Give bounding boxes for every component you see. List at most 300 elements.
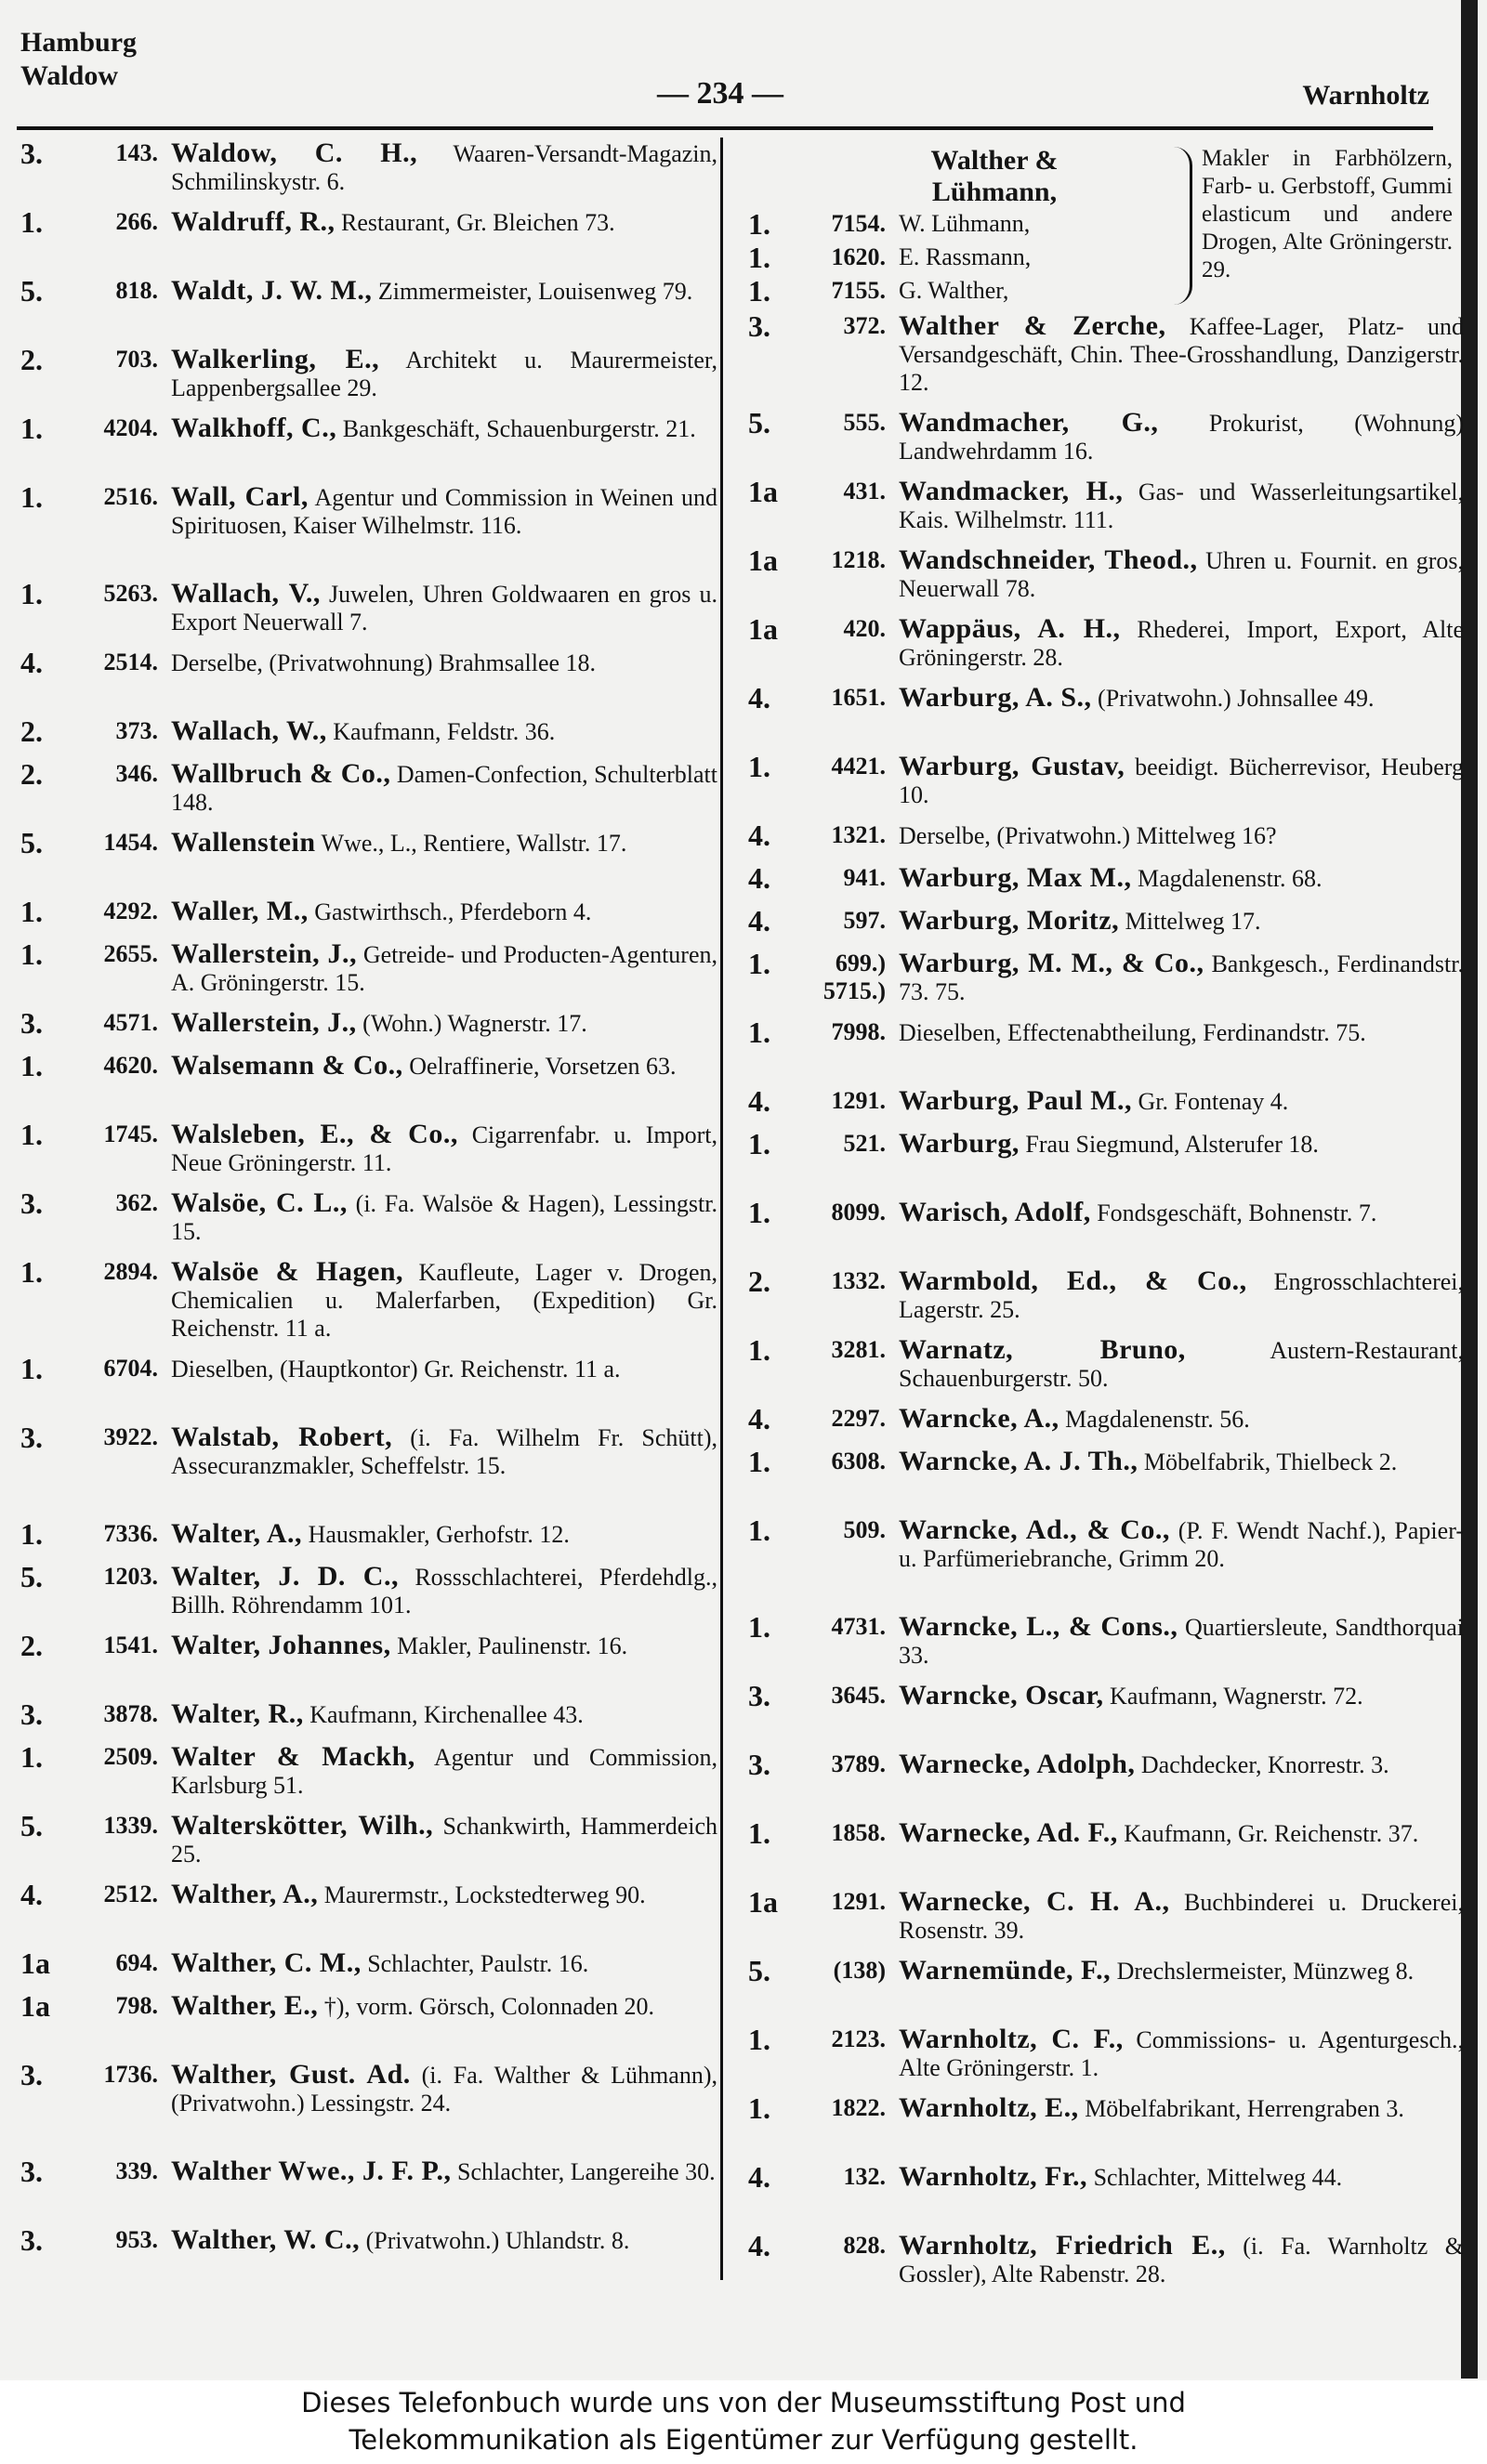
- entry-number-main: 1339.: [103, 1812, 158, 1839]
- entry-text: [899, 907, 1464, 936]
- directory-entry: [20, 580, 717, 649]
- entry-text: [899, 409, 1464, 465]
- directory-entry: [20, 2157, 717, 2226]
- entry-name: Warncke, A. J. Th.,: [899, 1448, 1138, 1476]
- entry-number: [56, 580, 171, 608]
- entry-number-main: 7336.: [103, 1520, 158, 1547]
- entry-text: [171, 1009, 717, 1038]
- directory-entry: [748, 821, 1464, 864]
- entry-number: [783, 950, 899, 1005]
- entry-text: [899, 950, 1464, 1006]
- entry-number-main: 1541.: [103, 1632, 158, 1658]
- entry-details: Möbelfabrikant, Herrengraben 3.: [1078, 2095, 1404, 2122]
- entry-details: Schlachter, Paulstr. 16.: [361, 1950, 589, 1977]
- entry-text: [899, 1336, 1464, 1393]
- directory-entry: [748, 1516, 1464, 1613]
- entry-details: Gr. Fontenay 4.: [1132, 1088, 1289, 1115]
- entry-number-main: 1822.: [831, 2094, 886, 2121]
- entry-name: Warncke, L., & Cons.,: [899, 1613, 1178, 1642]
- entry-class: 1.: [20, 898, 43, 928]
- entry-name: Warnholtz, E.,: [899, 2094, 1079, 2123]
- directory-entry: [748, 684, 1464, 753]
- entry-class: 3.: [20, 1700, 43, 1731]
- entry-number: [56, 1258, 171, 1286]
- entry-number: [783, 1613, 899, 1641]
- entry-details: Kaufmann, Kirchenallee 43.: [303, 1701, 584, 1728]
- entry-class: 3.: [20, 2061, 43, 2091]
- entry-class: 1.: [20, 1520, 43, 1551]
- entry-class: 1a: [20, 1949, 50, 1980]
- entry-text: [171, 898, 717, 926]
- entry-person: W. Lühmann,: [899, 210, 1031, 237]
- entry-class: 2.: [748, 1267, 770, 1298]
- entry-details: Gastwirthsch., Pferdeborn 4.: [308, 898, 592, 925]
- directory-entry: [748, 1018, 1464, 1087]
- entry-text: [171, 277, 717, 306]
- entry-class: 1.: [20, 1121, 43, 1151]
- entry-class: 5.: [748, 409, 770, 439]
- entry-text: [171, 1949, 717, 1978]
- entry-class: 5.: [20, 277, 43, 308]
- entry-number-main: 420.: [843, 615, 886, 642]
- entry-class: 4.: [748, 1405, 770, 1435]
- entry-number: [56, 1881, 171, 1908]
- entry-number: [783, 1957, 899, 1985]
- entry-number-main: 2509.: [103, 1743, 158, 1770]
- directory-entry: [20, 1052, 717, 1121]
- entry-number-main: 1321.: [831, 821, 886, 848]
- entry-name: Waller, M.,: [171, 898, 309, 926]
- entry-details: Dieselben, Effectenabtheilung, Ferdinandstr. 75.: [899, 1019, 1366, 1046]
- entry-number-main: (138): [833, 1957, 886, 1984]
- entry-name: Wallach, V.,: [171, 580, 321, 609]
- entry-number: [56, 1009, 171, 1037]
- entry-number-main: 4571.: [103, 1009, 158, 1036]
- entry-name: Wallach, W.,: [171, 717, 327, 746]
- entry-class: 1.: [20, 940, 43, 971]
- entry-name: Warncke, A.,: [899, 1405, 1059, 1434]
- entry-name: Walterskötter, Wilh.,: [171, 1812, 434, 1841]
- entry-details: beeidigt. Bücherrevisor, Heuberg 10.: [899, 754, 1464, 808]
- directory-entry: [748, 1888, 1464, 1957]
- entry-class: 1a: [748, 1888, 778, 1919]
- entry-class: 5.: [748, 1957, 770, 1987]
- entry-number-main: 5263.: [103, 580, 158, 607]
- entry-number: [56, 208, 171, 236]
- entry-number-main: 1858.: [831, 1819, 886, 1846]
- directory-entry: [20, 1355, 717, 1423]
- entry-number-main: 1291.: [831, 1888, 886, 1915]
- entry-number: [783, 821, 899, 849]
- entry-number-main: 703.: [115, 346, 158, 373]
- entry-class: 4.: [748, 2163, 770, 2194]
- entry-text: [171, 1121, 717, 1177]
- entry-class: 1.: [748, 2025, 770, 2056]
- entry-details: Hausmakler, Gerhofstr. 12.: [302, 1521, 570, 1548]
- entry-details: Engrosschlachterei, Lagerstr. 25.: [899, 1268, 1464, 1323]
- entry-name: Warnatz, Bruno,: [899, 1336, 1186, 1365]
- grouped-entry: [748, 139, 1464, 312]
- directory-entry: [748, 2163, 1464, 2232]
- entry-name: Walther, E.,: [171, 1992, 319, 2021]
- entry-number-main: 2512.: [103, 1881, 158, 1907]
- entry-person: E. Rassmann,: [899, 243, 1032, 270]
- entry-number-main: 373.: [115, 717, 158, 744]
- entry-number-main: 509.: [843, 1516, 886, 1543]
- entry-number: [783, 478, 899, 505]
- entry-number-main: 362.: [115, 1189, 158, 1216]
- entry-details: Austern-Restaurant, Schauenburgerstr. 50.: [899, 1337, 1464, 1392]
- directory-entry: [20, 717, 717, 760]
- entry-class: 3.: [748, 312, 770, 343]
- directory-entry: [20, 1992, 717, 2061]
- entry-number: [56, 346, 171, 374]
- entry-details: Quartiersleute, Sandthorquai 33.: [899, 1614, 1464, 1669]
- entry-number-main: 372.: [843, 312, 886, 339]
- entry-number-main: 4421.: [831, 753, 886, 780]
- directory-entry: [748, 615, 1464, 684]
- entry-class: 1.: [20, 208, 43, 239]
- directory-entry: [20, 1009, 717, 1052]
- entry-details: Buchbinderei u. Druckerei, Rosenstr. 39.: [899, 1889, 1464, 1944]
- directory-entry: [20, 414, 717, 483]
- page-number: — 234 —: [657, 76, 783, 111]
- header-city: Hamburg: [20, 27, 138, 58]
- entry-number: 7154.: [831, 210, 886, 237]
- directory-entry: [20, 139, 717, 208]
- entry-class: 4.: [748, 1087, 770, 1118]
- entry-class: 2.: [20, 760, 43, 791]
- notice-line-2: Telekommunikation als Eigentümer zur Verfügung gestellt.: [349, 2424, 1138, 2456]
- entry-number: [56, 1700, 171, 1728]
- entry-number: [56, 898, 171, 925]
- directory-entry: [20, 1563, 717, 1632]
- entry-class: 1.: [748, 2094, 770, 2125]
- entry-text: [171, 483, 717, 540]
- entry-number-second: 5715.): [822, 977, 886, 1004]
- entry-text: [899, 1448, 1464, 1476]
- group-line: [748, 274, 1166, 308]
- entry-text: [899, 1957, 1464, 1986]
- entry-number: [783, 1682, 899, 1710]
- entry-class: 1.: [748, 1516, 770, 1547]
- entry-details: (i. Fa. Warnholtz & Gossler), Alte Rabenstr. 28.: [899, 2233, 1464, 2287]
- entry-details: Kaufmann, Feldstr. 36.: [326, 718, 556, 745]
- entry-details: (Wohn.) Wagnerstr. 17.: [356, 1010, 587, 1037]
- entry-name: Walsöe, C. L.,: [171, 1189, 348, 1218]
- entry-number-main: 3878.: [103, 1700, 158, 1727]
- directory-entry: [748, 1087, 1464, 1130]
- entry-class: 2.: [20, 346, 43, 376]
- entry-number: [56, 1949, 171, 1977]
- entry-number-main: 4620.: [103, 1052, 158, 1079]
- entry-name: Warnemünde, F.,: [899, 1957, 1112, 1986]
- entry-text: [899, 1267, 1464, 1324]
- entry-class: 3.: [20, 2157, 43, 2188]
- entry-name: Warnholtz, Friedrich E.,: [899, 2232, 1226, 2261]
- directory-entry: [748, 1613, 1464, 1682]
- entry-number: [56, 414, 171, 442]
- entry-number-main: 8099.: [831, 1199, 886, 1225]
- entry-name: Warncke, Ad., & Co.,: [899, 1516, 1170, 1545]
- entry-number-main: 3922.: [103, 1423, 158, 1450]
- entry-name: Wallenstein: [171, 829, 316, 858]
- directory-entry: [20, 940, 717, 1009]
- entry-details: Bankgeschäft, Schauenburgerstr. 21.: [336, 415, 696, 442]
- entry-number-main: 2297.: [831, 1405, 886, 1432]
- entry-text: [899, 1516, 1464, 1573]
- entry-number: [783, 1018, 899, 1046]
- entry-text: [899, 2025, 1464, 2082]
- entry-class: 4.: [20, 649, 43, 679]
- entry-class: 1.: [748, 1613, 770, 1644]
- entry-details: Architekt u. Maurermeister, Lappenbergsallee 29.: [171, 347, 717, 401]
- entry-text: [899, 1405, 1464, 1434]
- entry-number-main: 143.: [115, 139, 158, 166]
- entry-text: [171, 649, 717, 677]
- entry-number-main: 346.: [115, 760, 158, 787]
- entry-class: 3.: [748, 1750, 770, 1781]
- entry-class: 1.: [20, 1052, 43, 1082]
- directory-entry: [748, 753, 1464, 821]
- directory-entry: [748, 1750, 1464, 1819]
- entry-number: [56, 2157, 171, 2185]
- entry-text: [899, 1018, 1464, 1047]
- header-rule: [17, 126, 1433, 130]
- entry-name: Walkerling, E.,: [171, 346, 380, 374]
- entry-text: [899, 2163, 1464, 2192]
- entry-number: [56, 2061, 171, 2089]
- entry-name: Walter & Mackh,: [171, 1743, 415, 1772]
- entry-text: [171, 940, 717, 997]
- entry-number-main: 339.: [115, 2157, 158, 2184]
- entry-details: Kaufmann, Gr. Reichenstr. 37.: [1117, 1820, 1419, 1847]
- entry-details: Schlachter, Langereihe 30.: [451, 2158, 716, 2185]
- entry-class: 1a: [748, 615, 778, 646]
- entry-number: [783, 1516, 899, 1544]
- entry-number: [56, 277, 171, 305]
- entry-number-main: 132.: [843, 2163, 886, 2190]
- entry-details: Prokurist, (Wohnung) Landwehrdamm 16.: [899, 410, 1464, 465]
- directory-entry: [20, 2226, 717, 2295]
- entry-number: [783, 907, 899, 935]
- entry-class: 2.: [20, 1632, 43, 1662]
- directory-entry: [20, 483, 717, 580]
- entry-class: 1.: [748, 1130, 770, 1160]
- entry-number: [783, 1888, 899, 1916]
- entry-text: [171, 717, 717, 746]
- entry-number-main: 699.): [835, 950, 886, 976]
- entry-text: [899, 1750, 1464, 1779]
- entry-number-main: 266.: [115, 208, 158, 235]
- entry-class: 3.: [20, 1423, 43, 1454]
- entry-text: [171, 414, 717, 443]
- entry-name: Walther Wwe., J. F. P.,: [171, 2157, 452, 2186]
- entry-number-main: 941.: [843, 864, 886, 891]
- entry-number: [56, 760, 171, 788]
- entry-class: 1.: [20, 1355, 43, 1385]
- entry-details: Damen-Confection, Schulterblatt 148.: [171, 761, 717, 816]
- entry-details: Rossschlachterei, Pferdehdlg., Billh. Röhrendamm 101.: [171, 1564, 717, 1619]
- entry-text: [171, 1563, 717, 1619]
- entry-number-main: 694.: [115, 1949, 158, 1976]
- entry-number: [783, 615, 899, 643]
- entry-text: [171, 346, 717, 402]
- entry-details: Möbelfabrik, Thielbeck 2.: [1138, 1448, 1398, 1475]
- brace-icon: [1171, 147, 1192, 305]
- entry-number: [783, 1448, 899, 1475]
- entry-class: 1a: [748, 546, 778, 577]
- entry-name: Warmbold, Ed., & Co.,: [899, 1267, 1247, 1296]
- directory-entry: [20, 208, 717, 277]
- entry-number: [783, 1267, 899, 1295]
- entry-class: 1a: [20, 1992, 50, 2023]
- entry-class: 1.: [20, 414, 43, 445]
- left-column: [20, 139, 717, 2295]
- entry-text: [899, 1888, 1464, 1945]
- entry-text: [899, 546, 1464, 603]
- entry-name: Walther, W. C.,: [171, 2226, 361, 2255]
- entry-number: [56, 1812, 171, 1840]
- entry-text: [171, 1355, 717, 1383]
- entry-number: [56, 1052, 171, 1080]
- entry-text: [171, 1992, 717, 2021]
- entry-class: 5.: [20, 1563, 43, 1593]
- entry-details: Oelraffinerie, Vorsetzen 63.: [402, 1053, 677, 1080]
- entry-class: 1.: [20, 1258, 43, 1289]
- group-name: Walther & Lühmann,: [930, 145, 1059, 207]
- entry-name: Warnecke, C. H. A.,: [899, 1888, 1170, 1917]
- entry-name: Warburg, Moritz,: [899, 907, 1120, 936]
- right-column: [748, 139, 1464, 2328]
- entry-text: [899, 1130, 1464, 1159]
- entry-number-main: 1736.: [103, 2061, 158, 2088]
- entry-name: Wappäus, A. H.,: [899, 615, 1121, 644]
- entry-text: [899, 2232, 1464, 2288]
- entry-text: [171, 1881, 717, 1909]
- directory-entry: [20, 1743, 717, 1812]
- directory-entry: [20, 1881, 717, 1949]
- directory-entry: [748, 907, 1464, 950]
- directory-entry: [748, 1682, 1464, 1750]
- entry-number: [56, 1632, 171, 1659]
- entry-number-main: 4204.: [103, 414, 158, 441]
- entry-text: [899, 478, 1464, 534]
- entry-number: [783, 1405, 899, 1433]
- entry-class: 4.: [748, 2232, 770, 2262]
- entry-number: [56, 940, 171, 968]
- entry-number: [56, 717, 171, 745]
- entry-class: 1.: [20, 483, 43, 514]
- entry-details: Kaufmann, Wagnerstr. 72.: [1103, 1683, 1363, 1710]
- entry-details: (Privatwohn.) Uhlandstr. 8.: [360, 2227, 630, 2254]
- entry-details: Schankwirth, Hammerdeich 25.: [171, 1813, 717, 1868]
- entry-number-main: 1745.: [103, 1121, 158, 1147]
- entry-text: [171, 1743, 717, 1800]
- entry-text: [171, 139, 717, 196]
- entry-details: (P. F. Wendt Nachf.), Papier- u. Parfümeriebranche, Grimm 20.: [899, 1517, 1464, 1572]
- entry-text: [899, 2094, 1464, 2123]
- entry-name: Warncke, Oscar,: [899, 1682, 1104, 1710]
- entry-text: [171, 2226, 717, 2255]
- directory-entry: [748, 2025, 1464, 2094]
- entry-number-main: 6308.: [831, 1448, 886, 1474]
- entry-details: Frau Siegmund, Alsterufer 18.: [1019, 1131, 1319, 1158]
- entry-name: Walther & Zerche,: [899, 312, 1166, 341]
- entry-text: [171, 1189, 717, 1246]
- entry-number-main: 1651.: [831, 684, 886, 711]
- entry-details: Fondsgeschäft, Bohnenstr. 7.: [1090, 1199, 1377, 1226]
- entry-number: [56, 2226, 171, 2254]
- entry-number: [56, 1992, 171, 2020]
- entry-number: [56, 1563, 171, 1591]
- entry-name: Wallbruch & Co.,: [171, 760, 391, 789]
- entry-text: [171, 760, 717, 817]
- entry-details: Derselbe, (Privatwohnung) Brahmsallee 18.: [171, 649, 597, 676]
- entry-number: [783, 2094, 899, 2122]
- entry-details: Agentur und Commission, Karlsburg 51.: [171, 1744, 717, 1799]
- entry-text: [171, 2157, 717, 2186]
- entry-number: [783, 684, 899, 712]
- entry-details: Dieselben, (Hauptkontor) Gr. Reichenstr. 11 a.: [171, 1356, 621, 1383]
- entry-number-main: 1454.: [103, 829, 158, 856]
- entry-name: Warisch, Adolf,: [899, 1199, 1091, 1227]
- entry-name: Walther, A.,: [171, 1881, 319, 1909]
- entry-class: 1.: [748, 950, 770, 980]
- directory-entry: [20, 1423, 717, 1520]
- entry-details: †), vorm. Görsch, Colonnaden 20.: [318, 1993, 655, 2020]
- entry-name: Warburg,: [899, 1130, 1020, 1159]
- entry-details: Magdalenenstr. 56.: [1059, 1406, 1250, 1433]
- entry-details: Dachdecker, Knorrestr. 3.: [1135, 1751, 1389, 1778]
- entry-number-main: 818.: [115, 277, 158, 304]
- entry-name: Waldt, J. W. M.,: [171, 277, 373, 306]
- entry-number-main: 2123.: [831, 2025, 886, 2052]
- entry-text: [899, 1199, 1464, 1227]
- entry-class: 4.: [20, 1881, 43, 1911]
- entry-details: Getreide- und Producten-Agenturen, A. Gröningerstr. 15.: [171, 941, 717, 996]
- entry-name: Walter, R.,: [171, 1700, 304, 1729]
- directory-entry: [748, 864, 1464, 907]
- directory-entry: [748, 950, 1464, 1018]
- entry-details: Uhren u. Fournit. en gros, Neuerwall 78.: [899, 547, 1464, 602]
- directory-entry: [748, 1448, 1464, 1516]
- entry-class: 1.: [20, 1743, 43, 1774]
- entry-class: 4.: [748, 684, 770, 714]
- entry-name: Waldruff, R.,: [171, 208, 336, 237]
- entry-text: [171, 580, 717, 636]
- entry-name: Warnholtz, Fr.,: [899, 2163, 1088, 2192]
- entry-text: [171, 1632, 717, 1660]
- entry-number: [783, 409, 899, 437]
- entry-details: Agentur und Commission in Weinen und Spirituosen, Kaiser Wilhelmstr. 116.: [171, 484, 717, 539]
- directory-entry: [748, 1130, 1464, 1199]
- entry-class: 4.: [748, 907, 770, 937]
- entry-details: Rhederei, Import, Export, Alte Gröningerstr. 28.: [899, 616, 1464, 671]
- entry-text: [899, 753, 1464, 809]
- directory-entry: [748, 1405, 1464, 1448]
- entry-class: 3.: [748, 1682, 770, 1712]
- entry-text: [171, 1812, 717, 1868]
- entry-text: [899, 615, 1464, 672]
- entry-details: Commissions- u. Agenturgesch., Alte Gröningerstr. 1.: [899, 2026, 1464, 2081]
- entry-details: (i. Fa. Wilhelm Fr. Schütt), Assecuranzmakler, Scheffelstr. 15.: [171, 1424, 717, 1479]
- column-divider: [720, 138, 723, 2280]
- entry-number-main: 1218.: [831, 546, 886, 573]
- entry-text: [171, 2061, 717, 2117]
- directory-entry: [748, 478, 1464, 546]
- entry-number: [783, 312, 899, 340]
